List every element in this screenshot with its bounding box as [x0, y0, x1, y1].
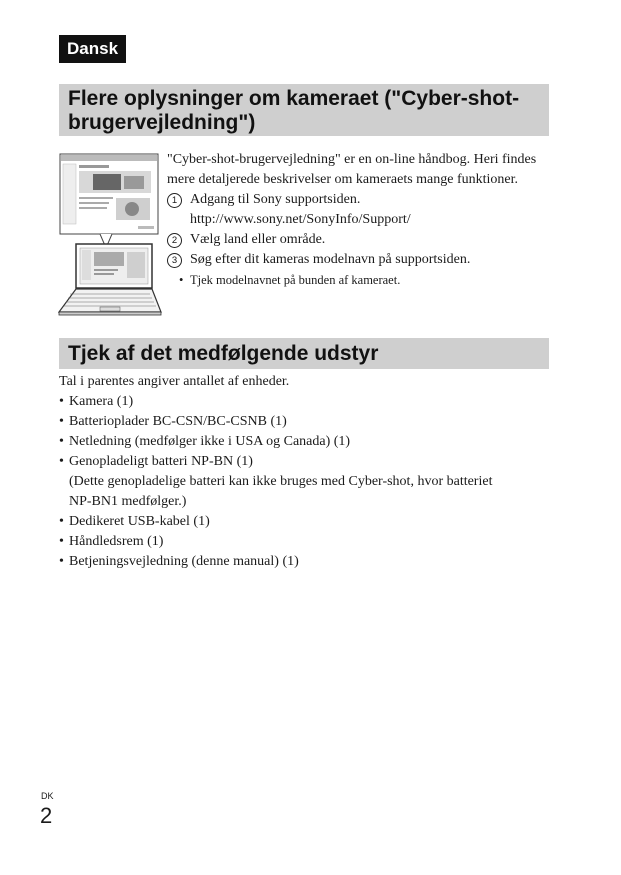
- note-text: Tjek modelnavnet på bunden af kameraet.: [190, 273, 401, 287]
- section-title-included-items: Tjek af det medfølgende udstyr: [59, 338, 549, 369]
- battery-note-line-1: (Dette genopladelige batteri kan ikke bruges med Cyber-shot, hvor batteriet: [69, 474, 493, 489]
- step-text-1: Adgang til Sony supportsiden.: [190, 192, 361, 207]
- included-items-block: [59, 372, 554, 572]
- list-item: • Betjeningsvejledning (denne manual) (1): [59, 554, 299, 569]
- list-item: • Dedikeret USB-kabel (1): [59, 514, 210, 529]
- step-3: [167, 250, 552, 270]
- items-intro: Tal i parentes angiver antallet af enheder.: [59, 374, 290, 389]
- language-badge: Dansk: [59, 35, 126, 63]
- list-item: • Batterioplader BC-CSN/BC-CSNB (1): [59, 414, 287, 429]
- bullet: •: [179, 273, 184, 287]
- list-item: • Netledning (medfølger ikke i USA og Canada) (1): [59, 434, 351, 449]
- support-url-link[interactable]: http://www.sony.net/SonyInfo/Support/: [190, 212, 411, 227]
- step-1: [167, 190, 552, 210]
- list-item: • Genopladeligt batteri NP-BN (1): [59, 454, 253, 469]
- page-number: 2: [40, 803, 53, 828]
- step-number-1: 1: [167, 193, 182, 208]
- list-item: • Håndledsrem (1): [59, 534, 164, 549]
- step-2: [167, 230, 552, 250]
- battery-note-line-2: NP-BN1 medfølger.): [69, 494, 187, 509]
- intro-paragraph: "Cyber-shot-brugervejledning" er en on-line håndbog. Heri findes mere detaljerede beskrivelser om kameraets mange funktioner.: [167, 152, 537, 187]
- laptop-illustration-icon: [58, 152, 162, 317]
- language-code: DK: [41, 791, 54, 801]
- info-text-block: [167, 150, 552, 290]
- step-text-3: Søg efter dit kameras modelnavn på supportsiden.: [190, 252, 471, 267]
- list-item: • Kamera (1): [59, 394, 134, 409]
- step-number-3: 3: [167, 253, 182, 268]
- section-title-more-info: Flere oplysninger om kameraet ("Cyber-shot-brugervejledning"): [59, 84, 549, 136]
- model-name-note: [167, 270, 552, 290]
- step-text-2: Vælg land eller område.: [190, 232, 326, 247]
- step-number-2: 2: [167, 233, 182, 248]
